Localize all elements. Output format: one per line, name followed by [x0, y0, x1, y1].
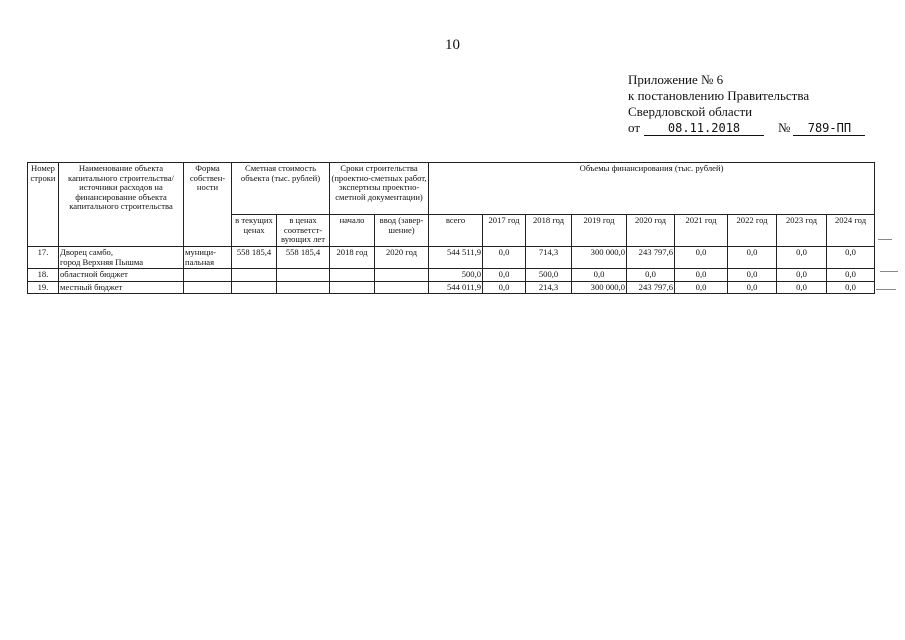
funding-2017: 0,0 [483, 281, 526, 294]
ownership-line: муници- [185, 247, 216, 257]
header-total: всего [429, 215, 483, 247]
cost-corresponding-prices [277, 269, 330, 282]
funding-2019: 300 000,0 [572, 247, 627, 269]
term-completion [375, 269, 429, 282]
header-term-completion: ввод (завер-шение) [375, 215, 429, 247]
cost-corresponding-prices: 558 185,4 [277, 247, 330, 269]
header-row-main [28, 163, 875, 215]
ownership-line: пальная [185, 256, 215, 267]
cost-current-prices: 558 185,4 [232, 247, 277, 269]
header-ownership-form: Форма собствен-ности [184, 163, 232, 247]
ownership-form [184, 269, 232, 282]
funding-2018: 714,3 [526, 247, 572, 269]
header-year-2018: 2018 год [526, 215, 572, 247]
scan-mark [878, 239, 892, 240]
handwritten-date: 08.11.2018 [644, 122, 764, 136]
funding-2023: 0,0 [777, 247, 827, 269]
table-row [28, 247, 875, 269]
header-object-name: Наименование объекта капитального строительства/ источники расходов на финансирование объекта капитального строительства [59, 163, 184, 247]
header-year-2022: 2022 год [728, 215, 777, 247]
funding-2017: 0,0 [483, 269, 526, 282]
funding-2023: 0,0 [777, 269, 827, 282]
cost-corresponding-prices [277, 281, 330, 294]
funding-2017: 0,0 [483, 247, 526, 269]
header-row-number: Номер строки [28, 163, 59, 247]
funding-2022: 0,0 [728, 281, 777, 294]
table-row [28, 281, 875, 294]
cost-current-prices [232, 281, 277, 294]
header-estimated-cost: Сметная стоимость объекта (тыс. рублей) [232, 163, 330, 215]
header-term-start: начало [330, 215, 375, 247]
row-number: 19. [28, 281, 59, 294]
funding-2022: 0,0 [728, 247, 777, 269]
funding-2021: 0,0 [675, 247, 728, 269]
funding-2018: 500,0 [526, 269, 572, 282]
date-prefix: от [628, 120, 641, 135]
scan-mark [876, 289, 896, 290]
header-year-2017: 2017 год [483, 215, 526, 247]
handwritten-number: 789-ПП [793, 122, 865, 136]
object-name [59, 247, 184, 269]
term-completion [375, 281, 429, 294]
header-construction-terms: Сроки строительства (проектно-сметных работ, экспертизы проектно-сметной документации) [330, 163, 429, 215]
object-name-line: город Верхняя Пышма [60, 256, 144, 267]
funding-2020: 243 797,6 [627, 281, 675, 294]
funding-2021: 0,0 [675, 269, 728, 282]
term-start [330, 269, 375, 282]
funding-total: 544 511,9 [429, 247, 483, 269]
scan-mark [880, 271, 898, 272]
funding-2022: 0,0 [728, 269, 777, 282]
funding-2019: 0,0 [572, 269, 627, 282]
header-year-2020: 2020 год [627, 215, 675, 247]
header-cost-current: в текущих ценах [232, 215, 277, 247]
object-name-line: Дворец самбо, [60, 247, 114, 257]
header-year-2021: 2021 год [675, 215, 728, 247]
header-year-2019: 2019 год [572, 215, 627, 247]
appendix-resolution-line: к постановлению Правительства [628, 88, 810, 103]
funding-2023: 0,0 [777, 281, 827, 294]
financing-table [27, 162, 875, 294]
header-cost-years: в ценах соответст-вующих лет [277, 215, 330, 247]
appendix-region-line: Свердловской области [628, 104, 753, 119]
ownership-form [184, 247, 232, 269]
funding-2024: 0,0 [827, 281, 875, 294]
object-name: местный бюджет [59, 281, 184, 294]
funding-2024: 0,0 [827, 269, 875, 282]
object-name: областной бюджет [59, 269, 184, 282]
table-row [28, 269, 875, 282]
funding-2024: 0,0 [827, 247, 875, 269]
funding-total: 544 011,9 [429, 281, 483, 294]
term-start: 2018 год [330, 247, 375, 269]
term-completion: 2020 год [375, 247, 429, 269]
header-year-2023: 2023 год [777, 215, 827, 247]
term-start [330, 281, 375, 294]
funding-2020: 243 797,6 [627, 247, 675, 269]
header-year-2024: 2024 год [827, 215, 875, 247]
ownership-form [184, 281, 232, 294]
cost-current-prices [232, 269, 277, 282]
appendix-date-line [628, 120, 878, 136]
funding-2019: 300 000,0 [572, 281, 627, 294]
row-number: 18. [28, 269, 59, 282]
funding-2018: 214,3 [526, 281, 572, 294]
appendix-title: Приложение № 6 [628, 72, 724, 87]
appendix-block [628, 72, 878, 136]
page-number: 10 [445, 37, 460, 53]
number-prefix: № [778, 120, 791, 135]
funding-2020: 0,0 [627, 269, 675, 282]
funding-total: 500,0 [429, 269, 483, 282]
funding-2021: 0,0 [675, 281, 728, 294]
header-funding-volumes: Объемы финансирования (тыс. рублей) [429, 163, 875, 215]
row-number: 17. [28, 247, 59, 269]
